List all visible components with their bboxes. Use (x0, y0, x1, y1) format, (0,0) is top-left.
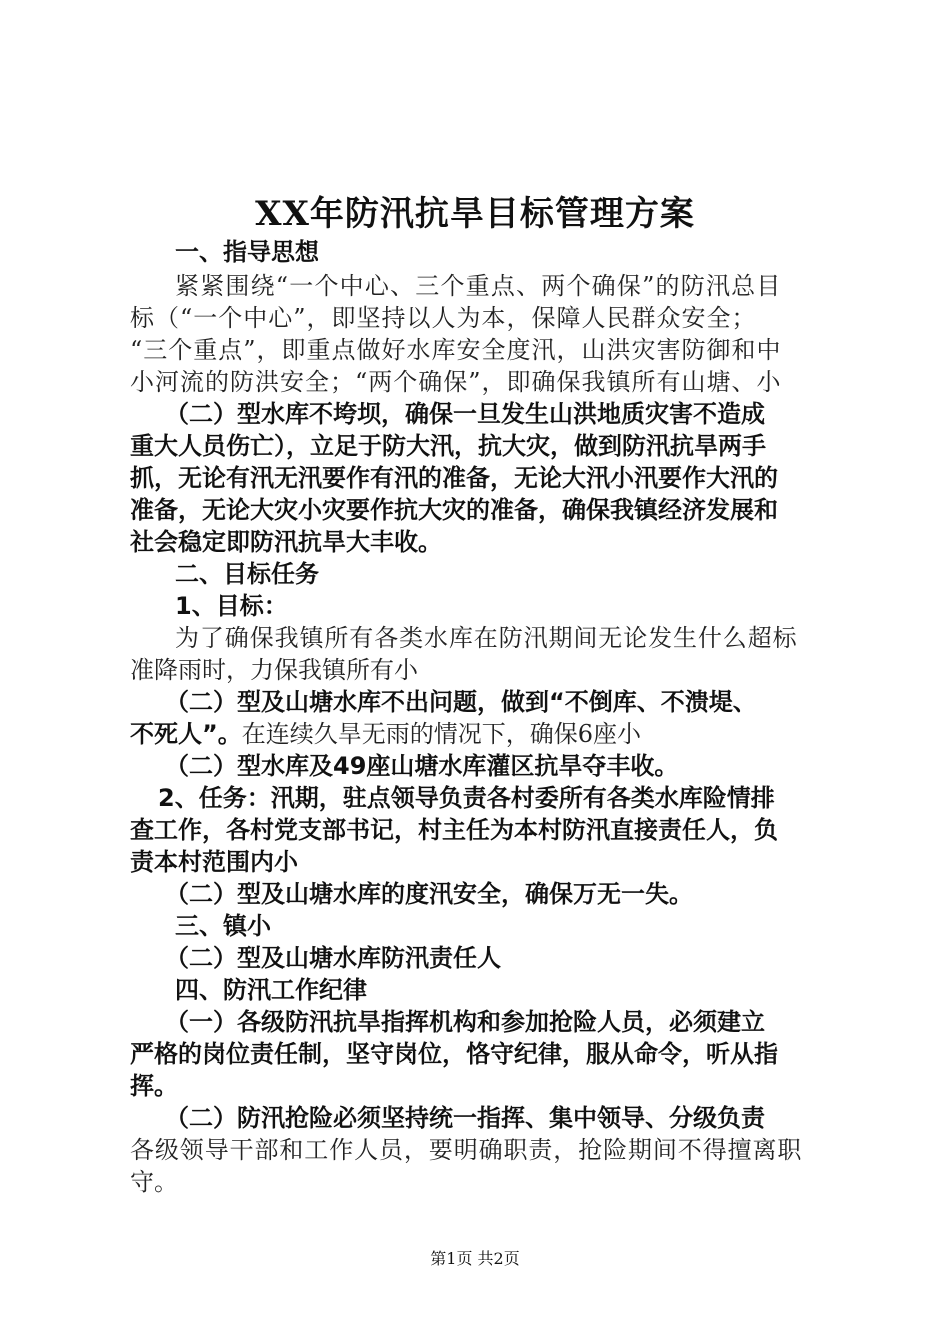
heading-discipline: 四、防汛工作纪律 (175, 976, 367, 1004)
paragraph-line: 挥。 (130, 1072, 178, 1100)
paragraph-line: （二）型及山塘水库的度汛安全，确保万无一失。 (165, 880, 693, 908)
heading-section-three: 三、镇小 (175, 912, 271, 940)
paragraph-line: 小河流的防洪安全；“两个确保”，即确保我镇所有山塘、小 (130, 368, 782, 396)
text-run: 不死人”。 (130, 720, 242, 748)
paragraph-line: 标（“一个中心”，即坚持以人为本，保障人民群众安全； (130, 304, 757, 332)
paragraph-line: （二）型及山塘水库防汛责任人 (165, 944, 501, 972)
paragraph-line: 准降雨时，力保我镇所有小 (130, 656, 418, 684)
heading-guiding-idea: 一、指导思想 (175, 238, 319, 266)
paragraph-line: 各级领导干部和工作人员，要明确职责，抢险期间不得擅离职 (130, 1136, 803, 1164)
page-number: 第1页 共2页 (430, 1249, 520, 1268)
paragraph-line: 重大人员伤亡），立足于防大汛，抗大灾，做到防汛抗旱两手 (130, 432, 766, 460)
paragraph-line: 准备，无论大灾小灾要作抗大灾的准备，确保我镇经济发展和 (130, 496, 778, 524)
paragraph-line: （二）型水库不垮坝，确保一旦发生山洪地质灾害不造成 (165, 400, 765, 428)
document-title: XX年防汛抗旱目标管理方案 (255, 194, 695, 234)
paragraph-line: 抓，无论有汛无汛要作有汛的准备，无论大汛小汛要作大汛的 (130, 464, 778, 492)
paragraph-line (130, 718, 641, 750)
paragraph-line: 社会稳定即防汛抗旱大丰收。 (130, 528, 442, 556)
paragraph-line: 严格的岗位责任制，坚守岗位，恪守纪律，服从命令，听从指 (130, 1040, 778, 1068)
heading-goals-tasks: 二、目标任务 (175, 560, 319, 588)
paragraph-line: 责本村范围内小 (130, 848, 298, 876)
paragraph-line: “三个重点”，即重点做好水库安全度汛，山洪灾害防御和中 (130, 336, 782, 364)
paragraph-line: （一）各级防汛抗旱指挥机构和参加抢险人员，必须建立 (165, 1008, 765, 1036)
paragraph-line: 查工作，各村党支部书记，村主任为本村防汛直接责任人，负 (130, 816, 778, 844)
subheading-tasks: 2、任务：汛期，驻点领导负责各村委所有各类水库险情排 (158, 784, 775, 812)
paragraph-line: （二）型水库及49座山塘水库灌区抗旱夺丰收。 (165, 752, 679, 780)
paragraph-line: （二）型及山塘水库不出问题，做到“不倒库、不溃堤、 (165, 688, 757, 716)
text-run: 在连续久旱无雨的情况下，确保6座小 (241, 720, 642, 748)
paragraph-line: （二）防汛抢险必须坚持统一指挥、集中领导、分级负责 (165, 1104, 765, 1132)
subheading-goal: 1、目标： (175, 592, 288, 620)
paragraph-line: 守。 (130, 1168, 178, 1196)
paragraph-line: 为了确保我镇所有各类水库在防汛期间无论发生什么超标 (175, 624, 798, 652)
paragraph-line: 紧紧围绕“一个中心、三个重点、两个确保”的防汛总目 (175, 272, 782, 300)
